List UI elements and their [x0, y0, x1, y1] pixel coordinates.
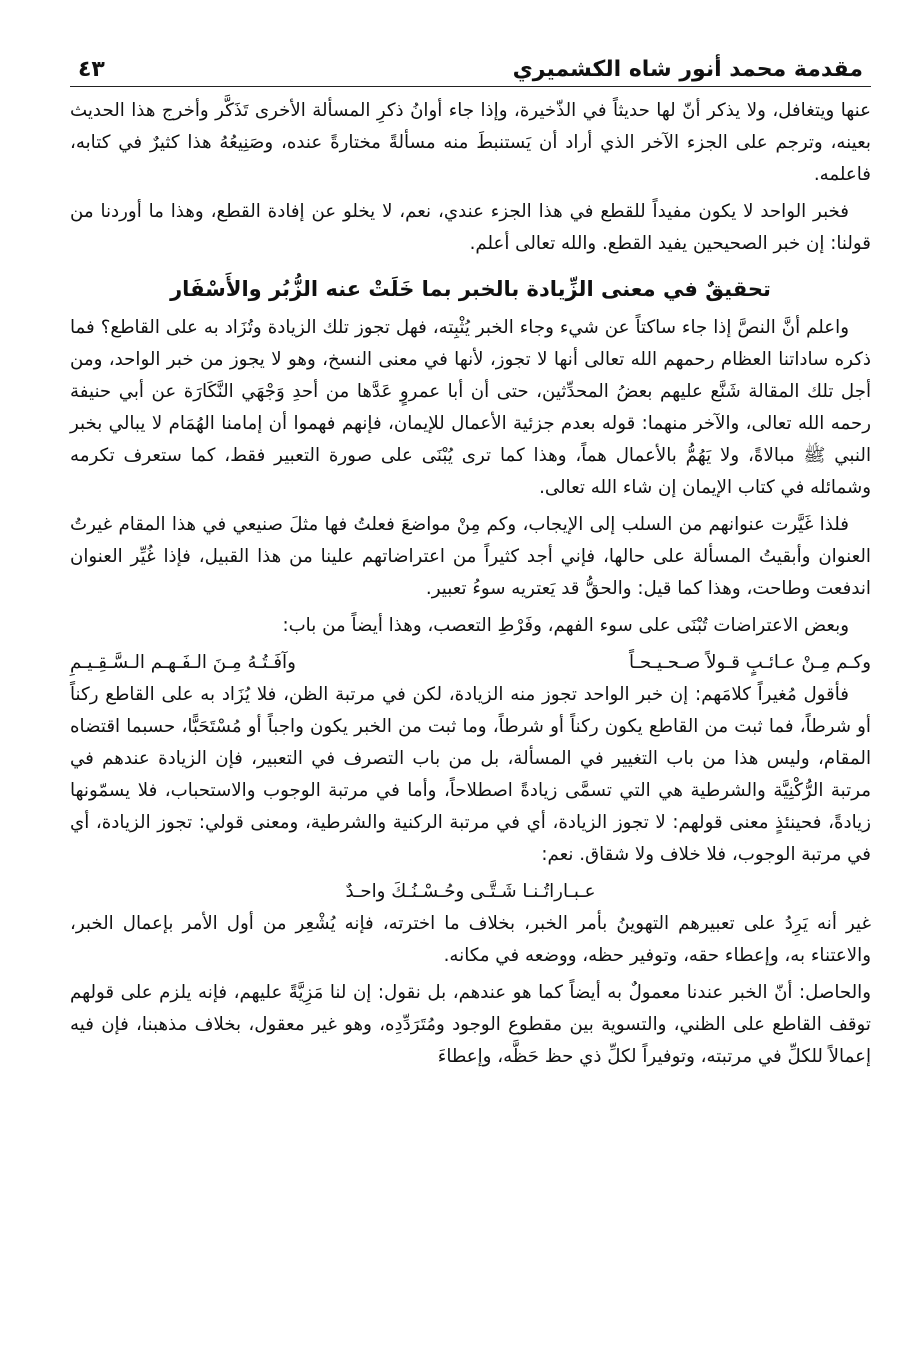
verse-first-hemistich: وكـم مِـنْ عـائـبٍ قـولاً صـحـيـحـاً [629, 652, 871, 673]
paragraph-1: عنها ويتغافل، ولا يذكر أنّ لها حديثاً في الذّخيرة، وإذا جاء أوانُ ذكرِ المسألة الأخرى تَذَكَّر وأخرج هذا الحديث بعينه، وترجم على الجزء الآخر الذي أراد أن يَستنبطَ منه مسألةً مختارةً عنده، وصَنِيعُهُ هذا كثيرٌ في كتابه، فاعلمه. [70, 100, 871, 185]
running-head-title: مقدمة محمد أنور شاه الكشميري [512, 57, 863, 82]
paragraph-4: فلذا غَيَّرت عنوانهم من السلب إلى الإيجاب، وكم مِنْ مواضعَ فعلتُ فها مثلَ صنيعي في هذا المقام غيرتُ العنوان وأبقيتُ المسألة على حالها، فإني أجد كثيراً من اعتراضاتهم علينا من هذا القبيل، فإذا غُيِّر العنوان اندفعت وطاحت، وهذا كما قيل: والحقُّ قد يَعتريه سوءُ تعبير. [70, 514, 871, 599]
paragraph-8: والحاصل: أنّ الخبر عندنا معمولٌ به أيضاً كما هو عندهم، بل نقول: إن لنا مَزِيَّةً عليهم، فإنه يلزم على قولهم توقف القاطع على الظني، والتسوية بين مقطوع الوجود ومُتَرَدِّدِه، وهو غير معقول، بخلاف مذهبنا، فإن فيه إعمالاً للكلِّ في مرتبته، وتوفيراً لكلِّ ذي حظ حَظَّه، وإعطاءَ [70, 982, 871, 1067]
paragraph-5: وبعض الاعتراضات تُبْنَى على سوء الفهم، وفَرْطِ التعصب، وهذا أيضاً من باب: [282, 615, 849, 636]
verse-second-hemistich: وآفَـتُـهُ مِـنَ الـفَـهـم الـسَّـقِـيـمِ [70, 652, 296, 673]
paragraph-2: فخبر الواحد لا يكون مفيداً للقطع في هذا الجزء عندي، نعم، لا يخلو عن إفادة القطع، وهذا ما أوردنا من قولنا: إن خبر الصحيحين يفيد القطع. والله تعالى أعلم. [70, 201, 871, 254]
poem-verse [70, 647, 871, 679]
paragraph-7: غير أنه يَرِدُ على تعبيرهم التهوينُ بأمر الخبر، بخلاف ما اخترته، فإنه يُشْعِر من أول الأمر بإعمال الخبر، والاعتناء به، وإعطاء حقه، وتوفير حظه، ووضعه في مكانه. [70, 913, 871, 966]
section-heading: تحقيقٌ في معنى الزِّيادة بالخبر بما خَلَتْ عنه الزُّبُر والأَسْفَار [170, 277, 771, 301]
page-number: ٤٣ [78, 57, 105, 82]
poem-hemistich: عـبـاراتُـنـا شَـتَّـى وحُـسْـنُـكَ واحـدٌ [345, 881, 596, 902]
paragraph-6: فأقول مُغيراً كلامَهم: إن خبر الواحد تجوز منه الزيادة، لكن في مرتبة الظن، فلا يُزَاد به على القاطع ركناً أو شرطاً، فما ثبت من القاطع يكون ركناً أو شرطاً، وما ثبت من الخبر يكون واجباً أو مُسْتَحَبًّا، حسبما اقتضاه المقام، وليس هذا من باب التغيير في المسألة، بل من باب التصرف في التعبير، فإن الزيادة عندهم في مرتبة الرُّكْنِيَّة والشرطية هي التي تسمَّى زيادةً اصطلاحاً، وأما في مرتبة الوجوب والاستحباب، فلا يسمّونها زيادةً، فحينئذٍ معنى قولهم: لا تجوز الزيادة، أي في مرتبة الركنية والشرطية، ومعنى قولي: تجوز الزيادة، أي في مرتبة الوجوب، فلا خلاف ولا شقاق. نعم: [70, 684, 871, 865]
header-rule [70, 86, 871, 87]
paragraph-3: واعلم أنَّ النصَّ إذا جاء ساكتاً عن شيء وجاء الخبر يُثْبِته، فهل تجوز تلك الزيادة وتُزَاد به على القاطع؟ فما ذكره ساداتنا العظام رحمهم الله تعالى أنها لا تجوز، لأنها في معنى النسخ، وهو لا يجوز من خبر الواحد، ومن أجل تلك المقالة شَنَّع عليهم بعضُ المحدِّثين، حتى أن أبا عمروٍ عَدَّها من أحدِ وَجْهَي النَّكَارَة عن أبي حنيفة رحمه الله تعالى، والآخر منهما: قوله بعدم جزئية الأعمال للإيمان، فإنهم فهموا أن إمامنا الهُمَام لا يبالي بخبر النبي ﷺ مبالاةً، ولا يَهُمُّ بالأعمال هماً، وهذا كما ترى يُبْنَى على صورة التعبير فقط، كما ستعرف تكرمه وشمائله في كتاب الإيمان إن شاء الله تعالى. [70, 317, 871, 498]
running-head [70, 40, 871, 82]
